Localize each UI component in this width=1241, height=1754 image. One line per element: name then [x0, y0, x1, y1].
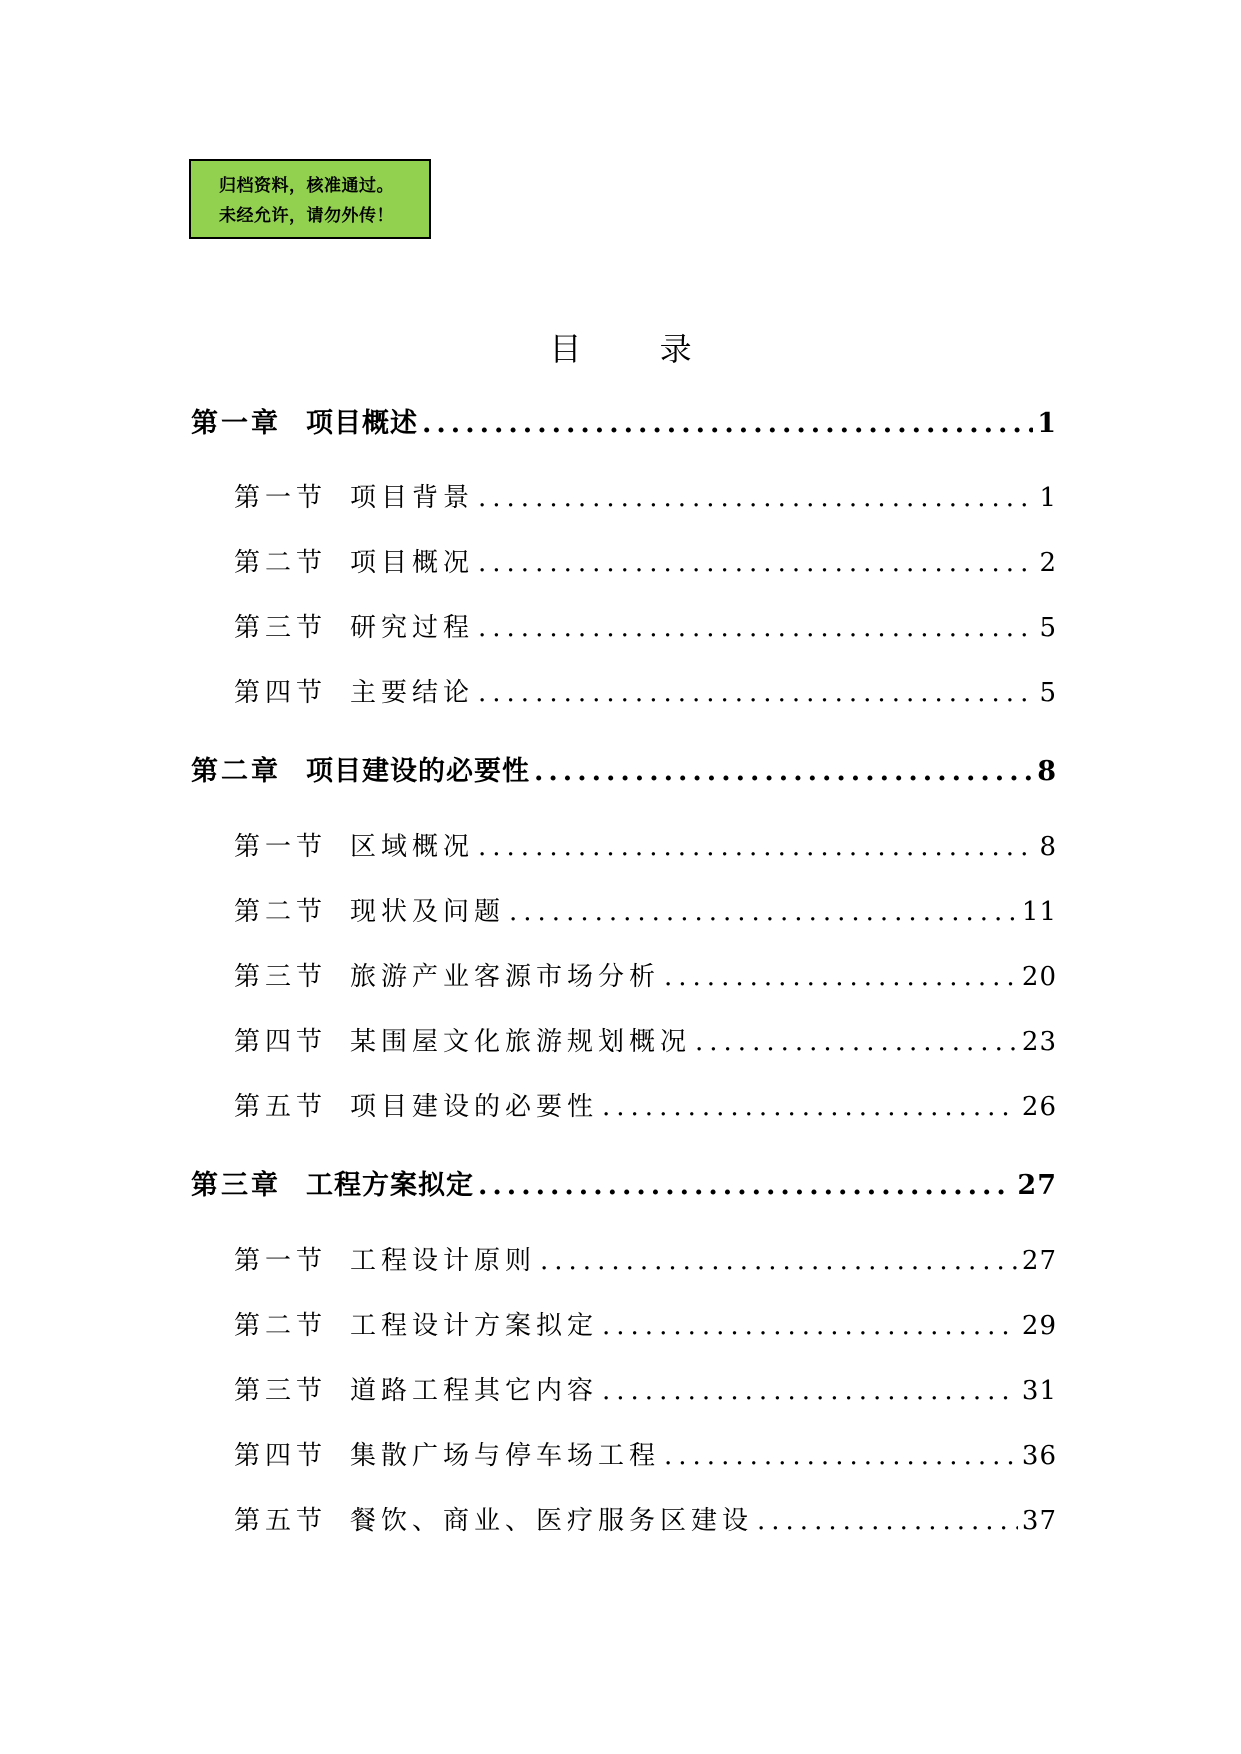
toc-entry-number: 第四节 — [234, 1027, 328, 1057]
toc-entry-number: 第一章 — [191, 408, 281, 439]
toc-entry-label: 旅游产业客源市场分析 — [350, 962, 661, 992]
dot-leader — [602, 1092, 1018, 1122]
toc-section-3-5[interactable] — [234, 1500, 1057, 1540]
toc-entry-label: 某围屋文化旅游规划概况 — [350, 1027, 692, 1057]
toc-entry-number: 第二节 — [234, 548, 328, 578]
dot-leader — [757, 1506, 1018, 1536]
toc-entry-page: 29 — [1021, 1311, 1057, 1341]
toc-entry-number: 第一节 — [234, 832, 328, 862]
stamp-line-1: 归档资料，核准通过。 — [219, 176, 394, 196]
toc-section-2-1[interactable] — [234, 826, 1057, 866]
toc-entry-label: 区域概况 — [350, 832, 475, 862]
toc-section-3-4[interactable] — [234, 1435, 1057, 1475]
toc-chapter-2[interactable] — [191, 749, 1057, 789]
dot-leader — [478, 678, 1035, 708]
toc-section-2-4[interactable] — [234, 1021, 1057, 1061]
stamp-line-2: 未经允许，请勿外传！ — [219, 206, 394, 226]
toc-entry-page: 27 — [1021, 1246, 1057, 1276]
toc-entry-page: 11 — [1021, 897, 1057, 927]
toc-chapter-1[interactable] — [191, 401, 1057, 441]
dot-leader — [540, 1246, 1018, 1276]
toc-entry-label: 现状及问题 — [350, 897, 506, 927]
toc-section-1-3[interactable] — [234, 607, 1057, 647]
toc-entry-page: 5 — [1039, 678, 1057, 708]
toc-section-2-5[interactable] — [234, 1086, 1057, 1126]
toc-entry-page: 2 — [1039, 548, 1057, 578]
toc-section-3-2[interactable] — [234, 1305, 1057, 1345]
toc-entry-page: 31 — [1021, 1376, 1057, 1406]
toc-entry-number: 第二章 — [191, 756, 281, 787]
dot-leader — [478, 548, 1035, 578]
toc-section-2-2[interactable] — [234, 891, 1057, 931]
toc-entry-number: 第二节 — [234, 1311, 328, 1341]
toc-section-1-4[interactable] — [234, 672, 1057, 712]
toc-section-3-1[interactable] — [234, 1240, 1057, 1280]
toc-entry-number: 第三节 — [234, 1376, 328, 1406]
toc-entry-number: 第三节 — [234, 962, 328, 992]
toc-entry-label: 研究过程 — [350, 613, 475, 643]
toc-chapter-3[interactable] — [191, 1163, 1057, 1203]
dot-leader — [602, 1311, 1018, 1341]
archive-stamp — [189, 159, 431, 239]
toc-entry-number: 第五节 — [234, 1092, 328, 1122]
toc-entry-label: 项目背景 — [350, 483, 475, 513]
toc-entry-label: 集散广场与停车场工程 — [350, 1441, 661, 1471]
toc-entry-page: 36 — [1021, 1441, 1057, 1471]
toc-entry-label: 餐饮、商业、医疗服务区建设 — [350, 1506, 754, 1536]
toc-entry-number: 第二节 — [234, 897, 328, 927]
toc-entry-label: 工程设计方案拟定 — [350, 1311, 599, 1341]
dot-leader — [478, 613, 1035, 643]
toc-entry-page: 5 — [1039, 613, 1057, 643]
toc-entry-label: 项目建设的必要性 — [350, 1092, 599, 1122]
toc-title: 目 录 — [549, 330, 726, 368]
toc-section-1-1[interactable] — [234, 477, 1057, 517]
toc-entry-label: 道路工程其它内容 — [350, 1376, 599, 1406]
toc-entry-page: 1 — [1037, 408, 1057, 439]
toc-entry-page: 1 — [1039, 483, 1057, 513]
dot-leader — [509, 897, 1018, 927]
toc-entry-label: 工程设计原则 — [350, 1246, 537, 1276]
dot-leader — [602, 1376, 1018, 1406]
toc-entry-number: 第一节 — [234, 483, 328, 513]
toc-entry-page: 27 — [1017, 1170, 1057, 1201]
toc-entry-number: 第四节 — [234, 678, 328, 708]
dot-leader — [695, 1027, 1018, 1057]
toc-entry-label: 项目概况 — [350, 548, 475, 578]
dot-leader — [478, 483, 1035, 513]
toc-entry-page: 23 — [1021, 1027, 1057, 1057]
toc-entry-label: 项目建设的必要性 — [306, 756, 530, 787]
toc-entry-page: 37 — [1021, 1506, 1057, 1536]
toc-entry-label: 主要结论 — [350, 678, 475, 708]
dot-leader — [478, 832, 1035, 862]
toc-entry-page: 26 — [1021, 1092, 1057, 1122]
dot-leader — [664, 962, 1018, 992]
toc-entry-page: 8 — [1037, 756, 1057, 787]
toc-entry-page: 20 — [1021, 962, 1057, 992]
dot-leader — [664, 1441, 1018, 1471]
dot-leader — [534, 756, 1033, 787]
toc-entry-number: 第一节 — [234, 1246, 328, 1276]
toc-entry-label: 工程方案拟定 — [306, 1170, 474, 1201]
dot-leader — [422, 408, 1033, 439]
dot-leader — [478, 1170, 1013, 1201]
toc-section-1-2[interactable] — [234, 542, 1057, 582]
toc-entry-number: 第三章 — [191, 1170, 281, 1201]
toc-entry-page: 8 — [1039, 832, 1057, 862]
toc-entry-label: 项目概述 — [306, 408, 418, 439]
toc-entry-number: 第五节 — [234, 1506, 328, 1536]
toc-section-3-3[interactable] — [234, 1370, 1057, 1410]
toc-section-2-3[interactable] — [234, 956, 1057, 996]
toc-entry-number: 第四节 — [234, 1441, 328, 1471]
toc-entry-number: 第三节 — [234, 613, 328, 643]
